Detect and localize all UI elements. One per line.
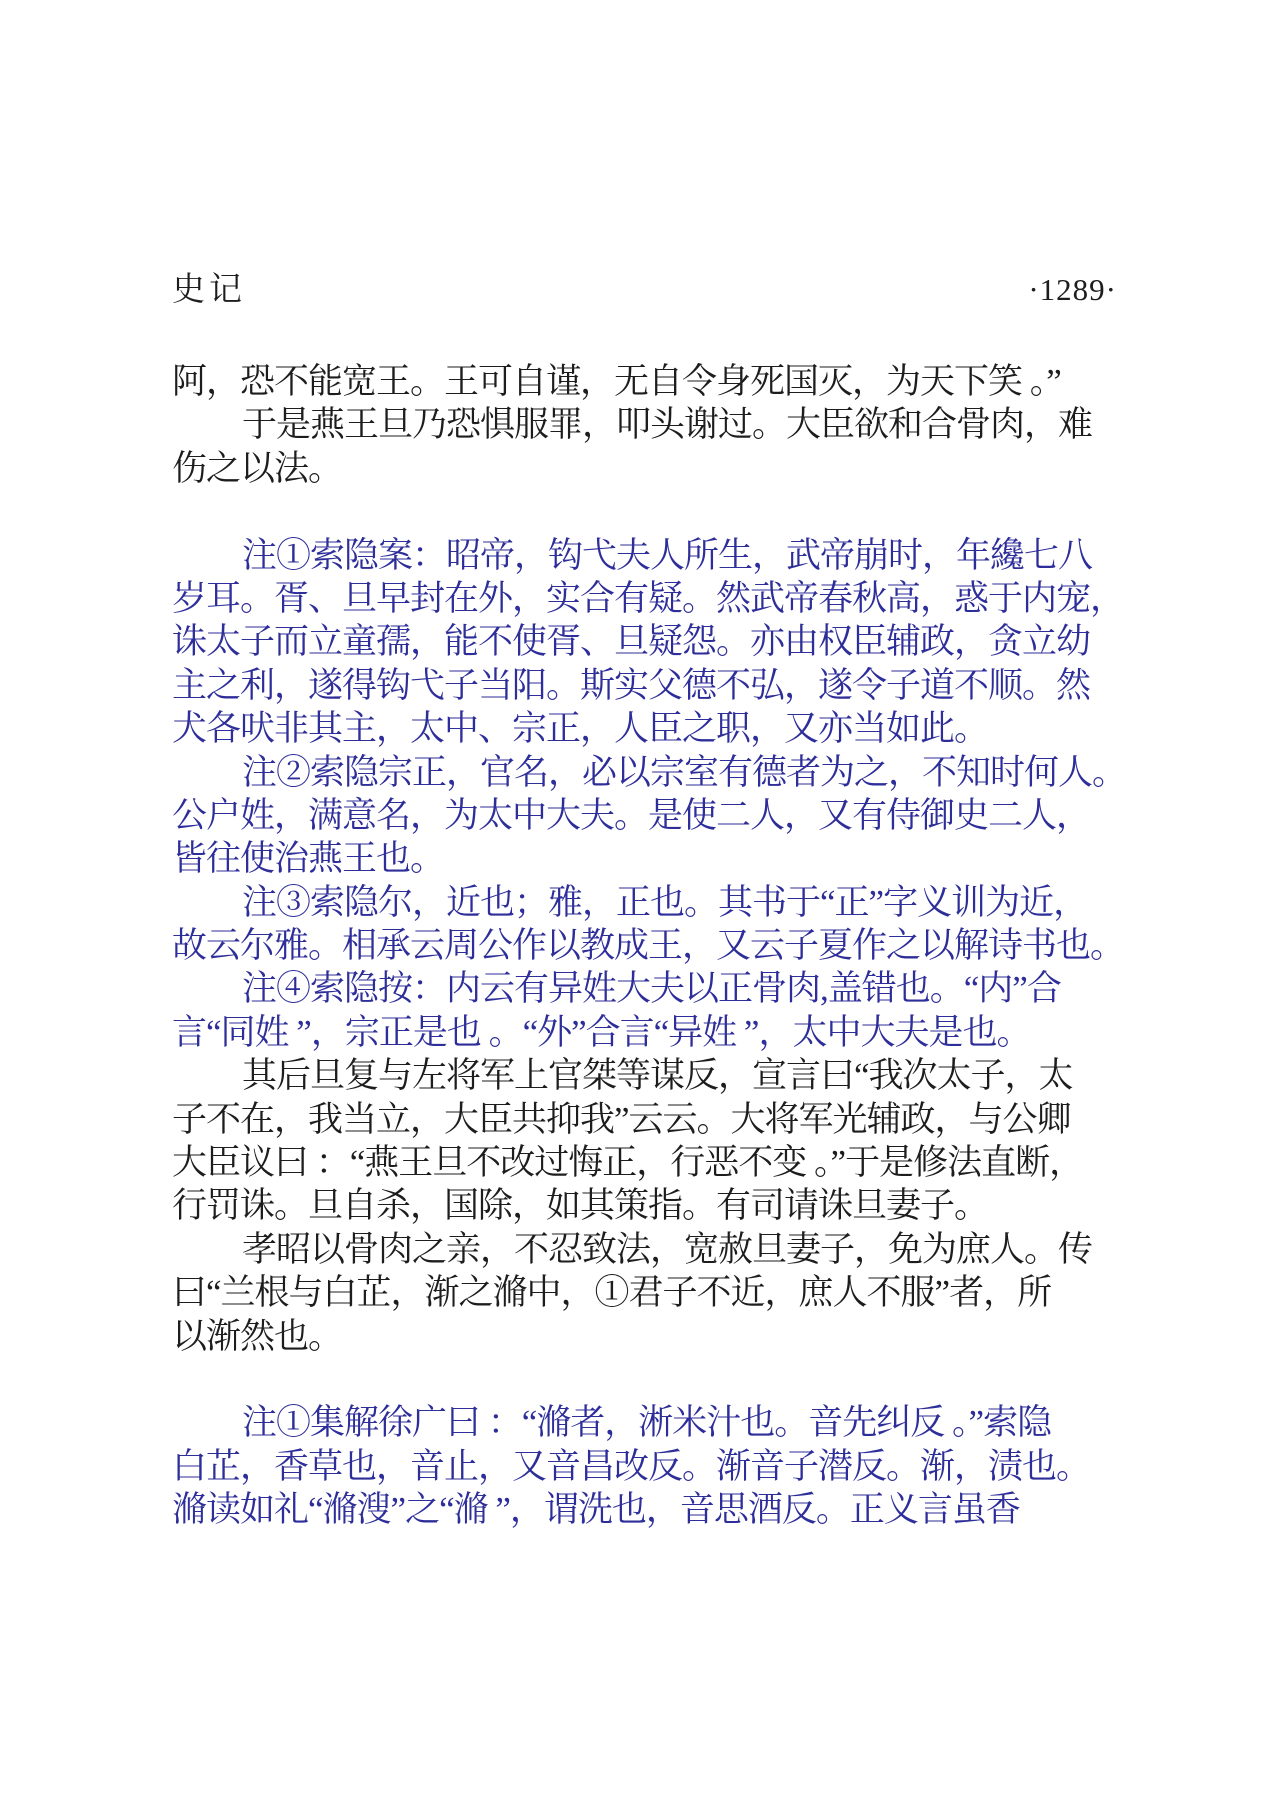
annotation-text-line: 故云尔雅。相承云周公作以教成王，又云子夏作之以解诗书也。 [172, 926, 1125, 966]
annotation-text-line: 言“同姓 ”，宗正是也 。“外”合言“异姓 ”，太中大夫是也。 [172, 1012, 1031, 1052]
book-title: 史记 [172, 272, 246, 308]
annotation-text-line: 注①索隐案：昭帝，钩弋夫人所生，武帝崩时，年纔七八 [242, 535, 1093, 575]
annotation-text-line: 公户姓，满意名，为太中大夫。是使二人，又有侍御史二人， [172, 795, 1091, 835]
body-text-line: 以渐然也。 [172, 1316, 343, 1356]
page-body [172, 360, 1127, 1532]
page-header [172, 272, 1117, 308]
annotation-text-line: 注②索隐宗正，官名，必以宗室有德者为之，不知时何人。 [242, 752, 1127, 792]
body-text-line: 大臣议曰 ：“燕王旦不改过悔正，行恶不变 。”于是修法直断， [172, 1143, 1084, 1183]
body-text-line: 子不在，我当立，大臣共抑我”云云。大将军光辅政，与公卿 [172, 1099, 1071, 1139]
body-text-line: 行罚诛。旦自杀，国除，如其策指。有司请诛旦妻子。 [172, 1186, 989, 1226]
body-text-line: 伤之以法。 [172, 448, 343, 488]
annotation-text-line: 注①集解徐广曰 ：“滫者，淅米汁也。音先纠反 。”索隐 [242, 1403, 1052, 1443]
annotation-text-line: 注④索隐按：内云有异姓大夫以正骨肉,盖错也。“内”合 [242, 969, 1061, 1009]
document-page [172, 0, 1127, 1795]
annotation-text-line: 白芷，香草也，音止，又音昌改反。渐音子潜反。渐，渍也。 [172, 1446, 1091, 1486]
body-text-line: 阿，恐不能宽王。王可自谨，无自令身死国灭，为天下笑 。” [172, 362, 1061, 401]
annotation-text-line: 岁耳。胥、旦早封在外，实合有疑。然武帝春秋高，惑于内宠， [172, 578, 1125, 618]
annotation-text-line: 诛太子而立童孺，能不使胥、旦疑怨。亦由权臣辅政，贪立幼 [172, 622, 1091, 662]
annotation-text-line: 犬各吠非其主，太中、宗正，人臣之职，又亦当如此。 [172, 709, 989, 749]
body-text-line: 于是燕王旦乃恐惧服罪，叩头谢过。大臣欲和合骨肉，难 [242, 405, 1093, 445]
annotation-text-line: 皆往使治燕王也。 [172, 839, 445, 879]
annotation-text-line: 主之利，遂得钩弋子当阳。斯实父德不弘，遂令子道不顺。然 [172, 665, 1091, 705]
body-text-line: 曰“兰根与白芷，渐之滫中，①君子不近，庶人不服”者，所 [172, 1273, 1052, 1313]
body-text-line: 孝昭以骨肉之亲，不忍致法，宽赦旦妻子，免为庶人。传 [242, 1229, 1093, 1269]
body-text-line: 其后旦复与左将军上官桀等谋反，宣言曰“我次太子，太 [242, 1056, 1073, 1096]
annotation-text-line: 滫读如礼“滫溲”之“滫 ”，谓洗也，音思酒反。正义言虽香 [172, 1490, 1020, 1530]
annotation-text-line: 注③索隐尔，近也；雅，正也。其书于“正”字义训为近， [242, 882, 1088, 922]
page-number: ·1289· [1028, 272, 1117, 307]
